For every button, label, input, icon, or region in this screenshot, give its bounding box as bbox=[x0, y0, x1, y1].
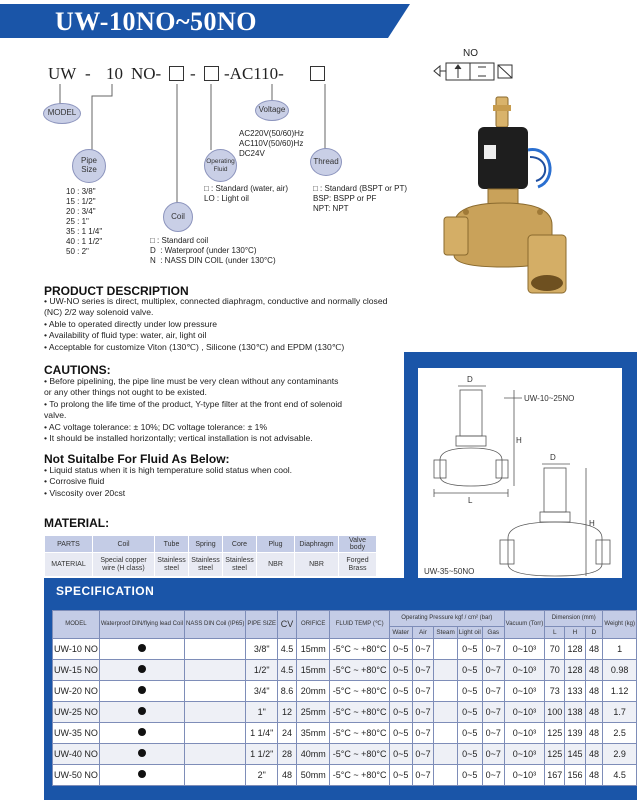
spec-cell-vac: 0~10³ bbox=[504, 639, 545, 660]
spec-header: CV bbox=[278, 611, 297, 639]
material-cell: Forged Brass bbox=[339, 553, 377, 577]
filled-dot-icon bbox=[138, 665, 146, 673]
spec-subheader: L bbox=[545, 627, 565, 639]
spec-subheader: Water bbox=[389, 627, 412, 639]
cautions-heading: CAUTIONS: bbox=[44, 363, 111, 377]
spec-cell-model: UW-20 NO bbox=[53, 681, 100, 702]
spec-cell-water: 0~5 bbox=[389, 765, 412, 786]
spec-cell-h: 156 bbox=[565, 765, 585, 786]
fluid-options: □ : Standard (water, air) LO : Light oil bbox=[204, 184, 288, 203]
drawing-d-label-small: D bbox=[467, 375, 473, 384]
spec-cell-temp: -5°C ~ +80°C bbox=[330, 702, 390, 723]
spec-header: Vacuum (Torr) bbox=[504, 611, 545, 639]
spec-cell-model: UW-50 NO bbox=[53, 765, 100, 786]
spec-cell-orifice: 15mm bbox=[297, 639, 330, 660]
spec-cell-water: 0~5 bbox=[389, 639, 412, 660]
spec-cell-pipe: 2" bbox=[246, 765, 278, 786]
valve-symbol-icon bbox=[432, 60, 522, 84]
spec-cell-d: 48 bbox=[585, 702, 603, 723]
spec-cell-cv: 4.5 bbox=[278, 639, 297, 660]
nass-coil-cell bbox=[185, 723, 246, 744]
spec-cell-orifice: 15mm bbox=[297, 660, 330, 681]
spec-cell-l: 70 bbox=[545, 639, 565, 660]
list-item: • Liquid status when it is high temperature solid status when cool. bbox=[44, 465, 293, 475]
spec-cell-orifice: 20mm bbox=[297, 681, 330, 702]
pipe-size-bubble: Pipe Size bbox=[72, 149, 106, 183]
spec-cell-air: 0~7 bbox=[412, 702, 434, 723]
list-item: valve. bbox=[44, 410, 67, 421]
spec-cell-d: 48 bbox=[585, 723, 603, 744]
table-row bbox=[53, 660, 637, 681]
spec-cell-water: 0~5 bbox=[389, 744, 412, 765]
spec-cell-temp: -5°C ~ +80°C bbox=[330, 639, 390, 660]
code-connector-lines bbox=[0, 0, 420, 270]
material-heading: MATERIAL: bbox=[44, 516, 110, 530]
spec-cell-temp: -5°C ~ +80°C bbox=[330, 723, 390, 744]
spec-subheader: Light oil bbox=[457, 627, 482, 639]
spec-cell-pipe: 1/2" bbox=[246, 660, 278, 681]
spec-cell-cv: 28 bbox=[278, 744, 297, 765]
spec-cell-pipe: 1 1/4" bbox=[246, 723, 278, 744]
spec-header: Dimension (mm) bbox=[545, 611, 603, 627]
spec-cell-oil: 0~5 bbox=[457, 660, 482, 681]
list-item: • Acceptable for customize Viton (130℃) , Silicone (130℃) and EPDM (130℃) bbox=[44, 341, 345, 352]
dimension-drawing-box bbox=[418, 368, 622, 590]
spec-header: MODEL bbox=[53, 611, 100, 639]
material-header: Coil bbox=[93, 536, 155, 553]
waterproof-coil-dot bbox=[99, 744, 184, 765]
spec-cell-temp: -5°C ~ +80°C bbox=[330, 660, 390, 681]
spec-subheader: Air bbox=[412, 627, 434, 639]
list-item: • Availability of fluid type: water, air, light oil bbox=[44, 330, 207, 341]
filled-dot-icon bbox=[138, 707, 146, 715]
spec-subheader: Steam bbox=[434, 627, 457, 639]
drawing-small-model: UW-10~25NO bbox=[524, 394, 575, 403]
nass-coil-cell bbox=[185, 660, 246, 681]
nass-coil-cell bbox=[185, 702, 246, 723]
spec-cell-pipe: 3/4" bbox=[246, 681, 278, 702]
spec-cell-h: 145 bbox=[565, 744, 585, 765]
coil-options: □ : Standard coil D : Waterproof (under 130°C) N : NASS DIN COIL (under 130°C) bbox=[150, 236, 276, 265]
spec-cell-orifice: 35mm bbox=[297, 723, 330, 744]
filled-dot-icon bbox=[138, 770, 146, 778]
list-item: • AC voltage tolerance: ± 10%; DC voltage tolerance: ± 1% bbox=[44, 421, 268, 432]
spec-cell-h: 128 bbox=[565, 660, 585, 681]
filled-dot-icon bbox=[138, 728, 146, 736]
thread-options: □ : Standard (BSPT or PT) BSP: BSPP or PF NPT: NPT bbox=[313, 184, 408, 213]
material-cell: Stainless steel bbox=[155, 553, 189, 577]
spec-cell-air: 0~7 bbox=[412, 765, 434, 786]
spec-cell-d: 48 bbox=[585, 639, 603, 660]
drawing-l-label-small: L bbox=[468, 496, 473, 505]
material-cell: NBR bbox=[257, 553, 295, 577]
list-item: or any other things not ought to be existed. bbox=[44, 387, 207, 398]
spec-cell-h: 128 bbox=[565, 639, 585, 660]
material-cell: Stainless steel bbox=[189, 553, 223, 577]
product-description-heading: PRODUCT DESCRIPTION bbox=[44, 284, 189, 298]
spec-cell-steam bbox=[434, 702, 457, 723]
material-table bbox=[44, 535, 377, 577]
dimension-drawing bbox=[418, 368, 622, 590]
spec-cell-oil: 0~5 bbox=[457, 744, 482, 765]
spec-header: Waterproof DIN/flying lead Coil bbox=[99, 611, 184, 639]
filled-dot-icon bbox=[138, 749, 146, 757]
spec-cell-steam bbox=[434, 765, 457, 786]
spec-cell-w: 1.7 bbox=[603, 702, 637, 723]
spec-cell-oil: 0~5 bbox=[457, 702, 482, 723]
spec-cell-model: UW-25 NO bbox=[53, 702, 100, 723]
list-item: • It should be installed horizontally; vertical installation is not advisable. bbox=[44, 433, 313, 444]
material-header: Core bbox=[223, 536, 257, 553]
drawing-large-model: UW-35~50NO bbox=[424, 567, 475, 576]
model-code-size: 10 bbox=[106, 64, 123, 83]
spec-cell-cv: 8.6 bbox=[278, 681, 297, 702]
coil-bubble: Coil bbox=[163, 202, 193, 232]
spec-cell-d: 48 bbox=[585, 681, 603, 702]
specification-heading: SPECIFICATION bbox=[56, 584, 155, 598]
material-header: Diaphragm bbox=[295, 536, 339, 553]
spec-header: PIPE SIZE bbox=[246, 611, 278, 639]
spec-cell-w: 1.12 bbox=[603, 681, 637, 702]
table-row bbox=[53, 702, 637, 723]
table-row bbox=[53, 639, 637, 660]
spec-cell-vac: 0~10³ bbox=[504, 744, 545, 765]
thread-bubble: Thread bbox=[310, 148, 342, 176]
spec-cell-model: UW-10 NO bbox=[53, 639, 100, 660]
voltage-options: AC220V(50/60)Hz AC110V(50/60)Hz DC24V bbox=[239, 129, 304, 158]
spec-cell-l: 167 bbox=[545, 765, 565, 786]
not-suitable-heading: Not Suitalbe For Fluid As Below: bbox=[44, 452, 230, 466]
material-header: Valve body bbox=[339, 536, 377, 553]
spec-cell-gas: 0~7 bbox=[482, 660, 504, 681]
spec-cell-cv: 48 bbox=[278, 765, 297, 786]
spec-cell-steam bbox=[434, 639, 457, 660]
spec-cell-l: 100 bbox=[545, 702, 565, 723]
spec-cell-orifice: 50mm bbox=[297, 765, 330, 786]
model-code-dash-1: - bbox=[85, 64, 91, 83]
spec-cell-air: 0~7 bbox=[412, 660, 434, 681]
spec-cell-h: 138 bbox=[565, 702, 585, 723]
spec-cell-d: 48 bbox=[585, 744, 603, 765]
spec-cell-oil: 0~5 bbox=[457, 681, 482, 702]
spec-header: Operating Pressure kgf / cm² (bar) bbox=[389, 611, 504, 627]
spec-cell-steam bbox=[434, 744, 457, 765]
waterproof-coil-dot bbox=[99, 723, 184, 744]
voltage-bubble: Voltage bbox=[255, 100, 289, 121]
spec-cell-oil: 0~5 bbox=[457, 765, 482, 786]
spec-cell-w: 1 bbox=[603, 639, 637, 660]
spec-cell-w: 2.5 bbox=[603, 723, 637, 744]
spec-cell-w: 0.98 bbox=[603, 660, 637, 681]
material-cell: Special copper wire (H class) bbox=[93, 553, 155, 577]
spec-cell-model: UW-35 NO bbox=[53, 723, 100, 744]
spec-cell-pipe: 3/8" bbox=[246, 639, 278, 660]
nass-coil-cell bbox=[185, 681, 246, 702]
model-code-type: NO- bbox=[131, 64, 162, 83]
spec-header: NASS DIN Coil (IP65) bbox=[185, 611, 246, 639]
spec-subheader: Gas bbox=[482, 627, 504, 639]
spec-cell-steam bbox=[434, 660, 457, 681]
spec-cell-temp: -5°C ~ +80°C bbox=[330, 744, 390, 765]
list-item: (NC) 2/2 way solenoid valve. bbox=[44, 307, 154, 318]
spec-cell-water: 0~5 bbox=[389, 681, 412, 702]
spec-cell-vac: 0~10³ bbox=[504, 765, 545, 786]
spec-cell-model: UW-15 NO bbox=[53, 660, 100, 681]
specification-table bbox=[52, 610, 637, 786]
list-item: • Able to operated directly under low pressure bbox=[44, 318, 218, 329]
model-code-prefix: UW bbox=[48, 64, 77, 83]
list-item: • Before pipelining, the pipe line must be very clean without any contaminants bbox=[44, 376, 339, 386]
spec-cell-w: 4.5 bbox=[603, 765, 637, 786]
spec-cell-air: 0~7 bbox=[412, 681, 434, 702]
spec-cell-pipe: 1 1/2" bbox=[246, 744, 278, 765]
table-row bbox=[53, 681, 637, 702]
spec-cell-cv: 24 bbox=[278, 723, 297, 744]
list-item: • Viscosity over 20cst bbox=[44, 487, 126, 498]
filled-dot-icon bbox=[138, 686, 146, 694]
spec-header: Weight (kg) bbox=[603, 611, 637, 639]
spec-cell-steam bbox=[434, 723, 457, 744]
list-item: • To prolong the life time of the product, Y-type filter at the front end of solenoid bbox=[44, 398, 343, 409]
spec-cell-steam bbox=[434, 681, 457, 702]
spec-cell-air: 0~7 bbox=[412, 639, 434, 660]
spec-cell-water: 0~5 bbox=[389, 723, 412, 744]
solenoid-valve-image bbox=[440, 95, 590, 305]
spec-cell-w: 2.9 bbox=[603, 744, 637, 765]
spec-cell-oil: 0~5 bbox=[457, 723, 482, 744]
waterproof-coil-dot bbox=[99, 702, 184, 723]
operating-fluid-bubble: Operating Fluid bbox=[204, 149, 237, 182]
spec-cell-orifice: 25mm bbox=[297, 702, 330, 723]
spec-cell-temp: -5°C ~ +80°C bbox=[330, 681, 390, 702]
spec-cell-air: 0~7 bbox=[412, 723, 434, 744]
spec-cell-cv: 4.5 bbox=[278, 660, 297, 681]
spec-cell-gas: 0~7 bbox=[482, 702, 504, 723]
waterproof-coil-dot bbox=[99, 639, 184, 660]
drawing-h-label-small: H bbox=[516, 436, 522, 445]
spec-cell-vac: 0~10³ bbox=[504, 660, 545, 681]
material-cell: Stainless steel bbox=[223, 553, 257, 577]
spec-cell-l: 125 bbox=[545, 744, 565, 765]
material-header: PARTS bbox=[45, 536, 93, 553]
material-cell: NBR bbox=[295, 553, 339, 577]
nass-coil-cell bbox=[185, 639, 246, 660]
material-header: Tube bbox=[155, 536, 189, 553]
table-row bbox=[53, 765, 637, 786]
spec-cell-vac: 0~10³ bbox=[504, 702, 545, 723]
filled-dot-icon bbox=[138, 644, 146, 652]
waterproof-coil-dot bbox=[99, 681, 184, 702]
spec-cell-cv: 12 bbox=[278, 702, 297, 723]
not-suitable-list bbox=[44, 465, 292, 499]
spec-cell-l: 70 bbox=[545, 660, 565, 681]
spec-cell-water: 0~5 bbox=[389, 660, 412, 681]
list-item: • Corrosive fluid bbox=[44, 476, 105, 487]
material-header: Spring bbox=[189, 536, 223, 553]
page-title: UW-10NO~50NO bbox=[55, 7, 257, 36]
model-code-voltage: -AC110- bbox=[224, 64, 284, 83]
model-code-dash-2: - bbox=[190, 64, 196, 83]
spec-cell-oil: 0~5 bbox=[457, 639, 482, 660]
spec-cell-orifice: 40mm bbox=[297, 744, 330, 765]
table-row bbox=[53, 744, 637, 765]
spec-header: FLUID TEMP (℃) bbox=[330, 611, 390, 639]
table-row bbox=[53, 723, 637, 744]
drawing-h-label-large: H bbox=[589, 519, 595, 528]
spec-cell-l: 125 bbox=[545, 723, 565, 744]
no-symbol-label: NO bbox=[463, 48, 478, 59]
spec-cell-gas: 0~7 bbox=[482, 639, 504, 660]
spec-cell-water: 0~5 bbox=[389, 702, 412, 723]
waterproof-coil-dot bbox=[99, 765, 184, 786]
drawing-d-label-large: D bbox=[550, 453, 556, 462]
spec-cell-gas: 0~7 bbox=[482, 765, 504, 786]
list-item: • UW-NO series is direct, multiplex, connected diaphragm, conductive and normally closed bbox=[44, 296, 388, 306]
spec-cell-d: 48 bbox=[585, 660, 603, 681]
model-bubble: MODEL bbox=[43, 103, 81, 124]
spec-cell-air: 0~7 bbox=[412, 744, 434, 765]
spec-cell-gas: 0~7 bbox=[482, 723, 504, 744]
material-header: Plug bbox=[257, 536, 295, 553]
nass-coil-cell bbox=[185, 765, 246, 786]
spec-header: ORIFICE bbox=[297, 611, 330, 639]
spec-cell-h: 133 bbox=[565, 681, 585, 702]
waterproof-coil-dot bbox=[99, 660, 184, 681]
spec-cell-model: UW-40 NO bbox=[53, 744, 100, 765]
material-cell: MATERIAL bbox=[45, 553, 93, 577]
spec-cell-vac: 0~10³ bbox=[504, 723, 545, 744]
spec-cell-d: 48 bbox=[585, 765, 603, 786]
spec-subheader: D bbox=[585, 627, 603, 639]
spec-cell-vac: 0~10³ bbox=[504, 681, 545, 702]
spec-cell-gas: 0~7 bbox=[482, 681, 504, 702]
spec-cell-temp: -5°C ~ +80°C bbox=[330, 765, 390, 786]
spec-cell-l: 73 bbox=[545, 681, 565, 702]
pipe-size-options: 10 : 3/8" 15 : 1/2" 20 : 3/4" 25 : 1" 35 : 1 1/4" 40 : 1 1/2" 50 : 2" bbox=[66, 187, 103, 256]
spec-cell-h: 139 bbox=[565, 723, 585, 744]
nass-coil-cell bbox=[185, 744, 246, 765]
product-description-list bbox=[44, 296, 387, 353]
spec-cell-pipe: 1" bbox=[246, 702, 278, 723]
spec-cell-gas: 0~7 bbox=[482, 744, 504, 765]
cautions-list bbox=[44, 376, 342, 444]
spec-subheader: H bbox=[565, 627, 585, 639]
